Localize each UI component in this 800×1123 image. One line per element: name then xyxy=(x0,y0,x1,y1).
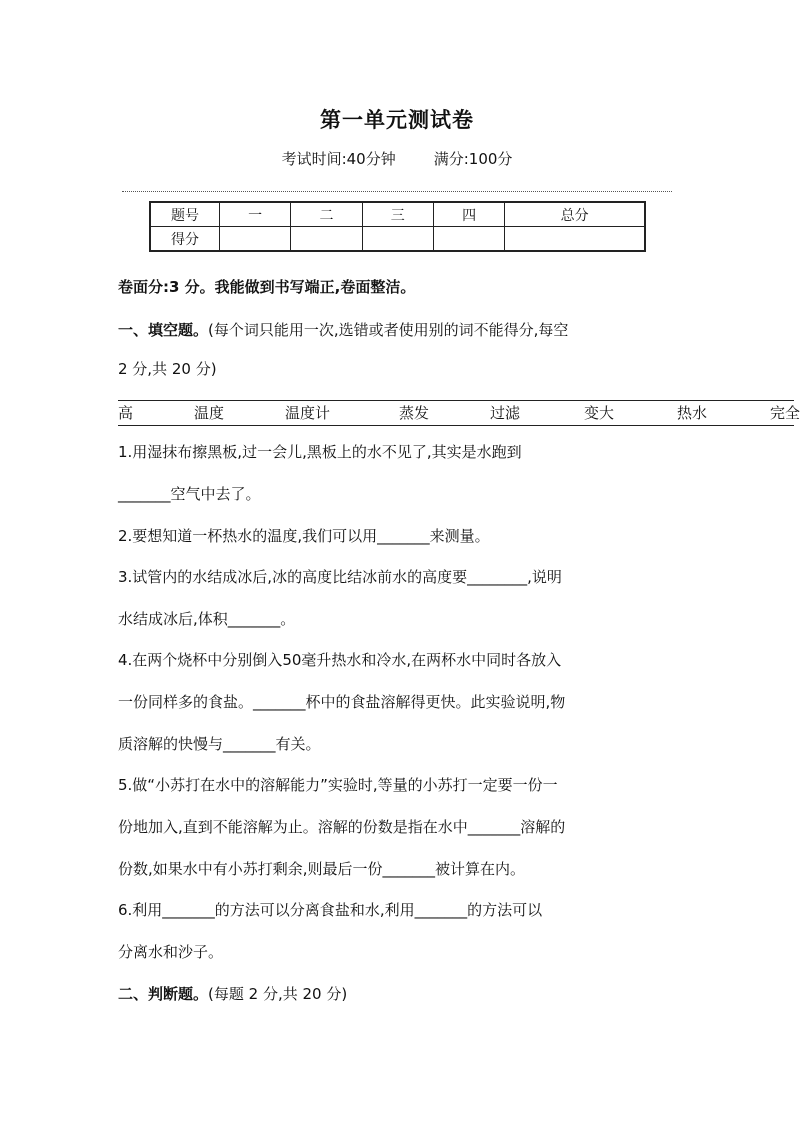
question-line: 一份同样多的食盐。_______杯中的食盐溶解得更快。此实验说明,物 xyxy=(118,693,566,711)
section1-note-cont: 2 分,共 20 分) xyxy=(118,360,217,378)
section2-header xyxy=(118,983,347,1004)
score-header-cell: 四 xyxy=(433,202,504,227)
section2-heading: 二、判断题。 xyxy=(118,985,209,1003)
score-header-cell: 题号 xyxy=(150,202,220,227)
question-line: 4.在两个烧杯中分别倒入50毫升热水和冷水,在两杯水中同时各放入 xyxy=(118,651,562,669)
score-table-score-row xyxy=(150,227,645,252)
question-line: 1.用湿抹布擦黑板,过一会儿,黑板上的水不见了,其实是水跑到 xyxy=(118,443,522,461)
question-line: 分离水和沙子。 xyxy=(118,943,224,961)
word-bank xyxy=(118,400,800,426)
question-line: 水结成冰后,体积_______。 xyxy=(118,610,296,628)
score-table xyxy=(149,201,646,252)
word-bank-item: 热水 xyxy=(677,404,708,422)
score-cell[interactable] xyxy=(291,227,362,252)
neatness-note: 卷面分:3 分。我能做到书写端正,卷面整洁。 xyxy=(118,278,416,296)
question-line: 6.利用_______的方法可以分离食盐和水,利用_______的方法可以 xyxy=(118,901,543,919)
word-bank-item: 温度 xyxy=(194,404,225,422)
section2-note: (每题 2 分,共 20 分) xyxy=(208,985,348,1003)
score-header-cell: 三 xyxy=(362,202,433,227)
word-bank-item: 蒸发 xyxy=(399,404,430,422)
score-header-cell: 总分 xyxy=(505,202,645,227)
score-cell[interactable] xyxy=(220,227,291,252)
full-score: 满分:100分 xyxy=(433,150,513,168)
question-line: 份地加入,直到不能溶解为止。溶解的份数是指在水中_______溶解的 xyxy=(118,818,566,836)
word-bank-item: 完全 xyxy=(770,404,800,422)
exam-time: 考试时间:40分钟 xyxy=(281,150,396,168)
score-cell[interactable] xyxy=(433,227,504,252)
question-line: 2.要想知道一杯热水的温度,我们可以用_______来测量。 xyxy=(118,527,490,545)
word-bank-item: 高 xyxy=(118,404,134,422)
dotted-divider xyxy=(122,191,672,192)
word-bank-item: 温度计 xyxy=(285,404,331,422)
score-cell[interactable] xyxy=(505,227,645,252)
score-row-label: 得分 xyxy=(150,227,220,252)
section1-header xyxy=(118,319,568,340)
question-line: 份数,如果水中有小苏打剩余,则最后一份_______被计算在内。 xyxy=(118,860,526,878)
score-header-cell: 一 xyxy=(220,202,291,227)
section1-heading: 一、填空题。 xyxy=(118,321,209,339)
exam-info xyxy=(0,148,794,169)
question-line: _______空气中去了。 xyxy=(118,485,261,503)
score-table-header-row xyxy=(150,202,645,227)
score-header-cell: 二 xyxy=(291,202,362,227)
word-bank-item: 变大 xyxy=(584,404,615,422)
question-line: 3.试管内的水结成冰后,冰的高度比结冰前水的高度要________,说明 xyxy=(118,568,562,586)
word-bank-item: 过滤 xyxy=(490,404,521,422)
question-line: 质溶解的快慢与_______有关。 xyxy=(118,735,321,753)
score-cell[interactable] xyxy=(362,227,433,252)
question-line: 5.做“小苏打在水中的溶解能力”实验时,等量的小苏打一定要一份一 xyxy=(118,776,558,794)
page-title: 第一单元测试卷 xyxy=(320,107,474,132)
section1-note: (每个词只能用一次,选错或者使用别的词不能得分,每空 xyxy=(208,321,569,339)
